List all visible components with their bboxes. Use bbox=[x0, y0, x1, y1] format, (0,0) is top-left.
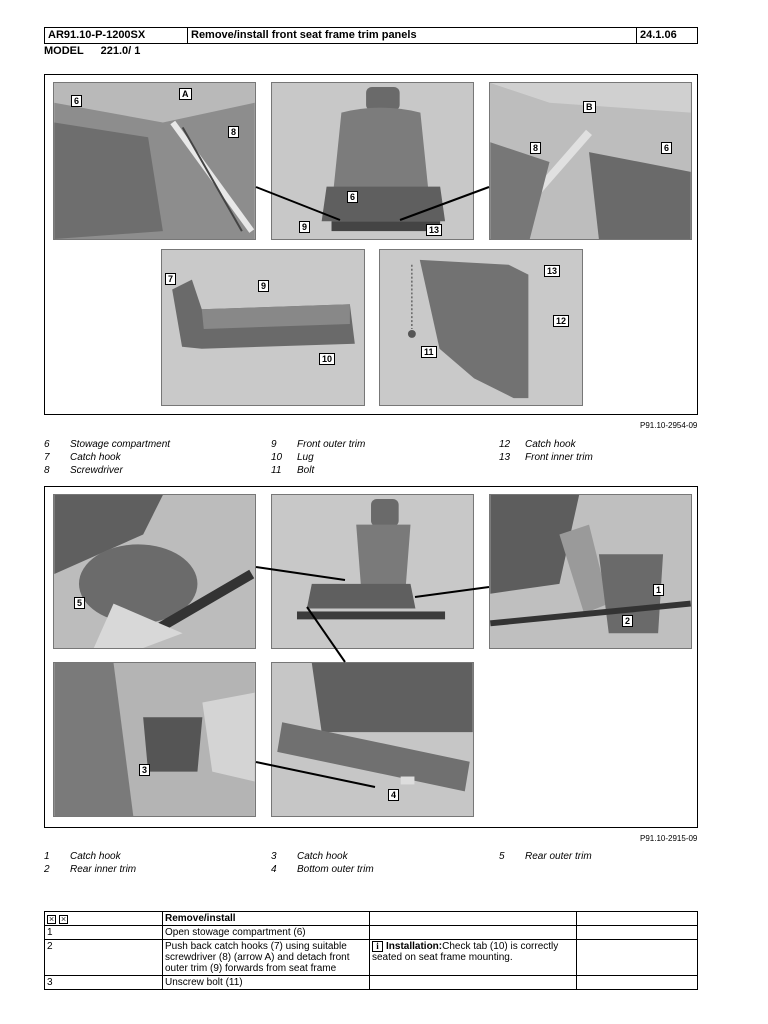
table-header-row bbox=[45, 912, 698, 926]
callout-1: 1 bbox=[653, 584, 664, 596]
callout-9b: 9 bbox=[258, 280, 269, 292]
photo-rear-inner-trim bbox=[489, 494, 692, 649]
legend2-col3 bbox=[499, 850, 592, 863]
figure2-ref: P91.10-2915-09 bbox=[640, 834, 698, 843]
legend-item: 7 Catch hook bbox=[44, 452, 121, 463]
callout-10: 10 bbox=[319, 353, 335, 365]
callout-4: 4 bbox=[388, 789, 399, 801]
legend2-col2 bbox=[271, 850, 374, 876]
photo-stowage-compartment bbox=[53, 82, 256, 240]
callout-B: B bbox=[583, 101, 596, 113]
photo-rear-outer-trim bbox=[53, 494, 256, 649]
installation-note: i Installation:Check tab (10) is correctly seated on seat frame mounting. bbox=[370, 940, 577, 976]
legend-item: 2 Rear inner trim bbox=[44, 864, 137, 875]
photo-front-outer-trim bbox=[161, 249, 365, 406]
model-label: MODEL bbox=[44, 45, 84, 57]
figure-rear-trim bbox=[44, 486, 698, 828]
document-header bbox=[44, 27, 698, 44]
figure-front-trim bbox=[44, 74, 698, 415]
callout-6b: 6 bbox=[347, 191, 358, 203]
callout-5: 5 bbox=[74, 597, 85, 609]
legend-item: 6 Stowage compartment bbox=[44, 439, 171, 450]
legend2-col1 bbox=[44, 850, 136, 876]
model-line bbox=[44, 45, 140, 57]
legend1-col2 bbox=[271, 438, 365, 477]
legend-item: 8 Screwdriver bbox=[44, 465, 123, 476]
doc-title: Remove/install front seat frame trim panels bbox=[188, 28, 637, 43]
photo-seat-front bbox=[271, 82, 474, 240]
table-row: 2 Push back catch hooks (7) using suitable screwdriver (8) (arrow A) and detach front outer trim (9) forwards from seat frame i Installation:Check tab (10) is correctly seated on seat frame mounting. bbox=[45, 940, 698, 976]
table-row: 1 Open stowage compartment (6) bbox=[45, 926, 698, 940]
callout-6a: 6 bbox=[71, 95, 82, 107]
figure1-ref: P91.10-2954-09 bbox=[640, 421, 698, 430]
photo-seat-side bbox=[271, 494, 474, 649]
legend-item: 4 Bottom outer trim bbox=[271, 864, 374, 875]
legend-item: 12 Catch hook bbox=[499, 439, 576, 450]
legend-item: 13 Front inner trim bbox=[499, 452, 593, 463]
callout-3: 3 bbox=[139, 764, 150, 776]
photo-bottom-outer-trim bbox=[271, 662, 474, 817]
install-icon: ⨯ bbox=[60, 916, 67, 923]
tool-icons bbox=[45, 912, 163, 926]
doc-date: 24.1.06 bbox=[640, 29, 677, 41]
photo-catch-hook bbox=[53, 662, 256, 817]
remove-icon: ⨯ bbox=[48, 916, 55, 923]
legend-item: 9 Front outer trim bbox=[271, 439, 366, 450]
legend-item: 3 Catch hook bbox=[271, 851, 348, 862]
doc-id: AR91.10-P-1200SX bbox=[45, 28, 188, 43]
steps-table bbox=[44, 911, 698, 990]
callout-A: A bbox=[179, 88, 192, 100]
callout-8b: 8 bbox=[530, 142, 541, 154]
callout-13a: 13 bbox=[426, 224, 442, 236]
callout-8a: 8 bbox=[228, 126, 239, 138]
model-value: 221.0/ 1 bbox=[100, 45, 141, 57]
legend-item: 11 Bolt bbox=[271, 465, 315, 476]
callout-11: 11 bbox=[421, 346, 437, 358]
table-row: 3 Unscrew bolt (11) bbox=[45, 976, 698, 990]
legend-item: 10 Lug bbox=[271, 452, 314, 463]
legend-item: 1 Catch hook bbox=[44, 851, 121, 862]
callout-13b: 13 bbox=[544, 265, 560, 277]
callout-6c: 6 bbox=[661, 142, 672, 154]
legend1-col3 bbox=[499, 438, 593, 464]
callout-2: 2 bbox=[622, 615, 633, 627]
legend1-col1 bbox=[44, 438, 170, 477]
legend-item: 5 Rear outer trim bbox=[499, 851, 592, 862]
callout-12: 12 bbox=[553, 315, 569, 327]
callout-9a: 9 bbox=[299, 221, 310, 233]
steps-header: Remove/install bbox=[163, 912, 370, 926]
callout-7: 7 bbox=[165, 273, 176, 285]
info-icon: i bbox=[372, 941, 383, 952]
